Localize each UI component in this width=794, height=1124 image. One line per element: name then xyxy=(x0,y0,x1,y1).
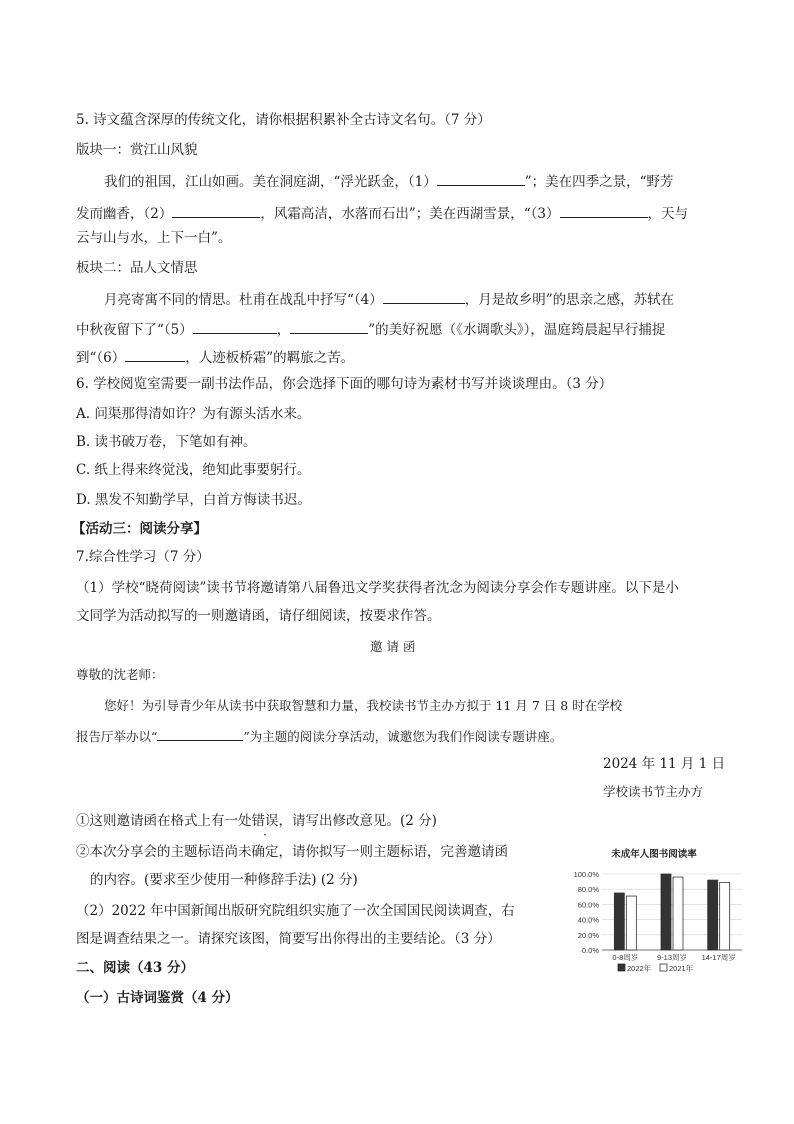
q5-block1-heading: 版块一：赏江山风貌 xyxy=(76,142,198,158)
y-tick-label: 100.0% xyxy=(573,870,599,879)
q5-para2-line1: 月亮寄寓不同的情思。杜甫在战乱中抒写“（4） ，月是故乡明”的思亲之感，苏轼在 xyxy=(104,288,674,310)
section2-heading: 二、阅读（43 分） xyxy=(76,960,194,976)
x-tick-label: 14-17周岁 xyxy=(701,953,736,962)
bar-2022-1 xyxy=(661,874,671,950)
reading-rate-chart xyxy=(562,846,746,980)
letter-signature: 学校读书节主办方 xyxy=(603,784,704,799)
q7-part1-line2: 文同学为活动拟写的一则邀请函，请仔细阅读，按要求作答。 xyxy=(76,608,441,624)
bar-2021-0 xyxy=(626,896,636,950)
q7-sub2-line2: 的内容。(要求至少使用一种修辞手法) (2 分) xyxy=(90,872,358,888)
legend-swatch-2022 xyxy=(618,964,625,971)
letter-title: 邀 请 函 xyxy=(370,639,416,654)
activity3-heading: 【活动三：阅读分享】 xyxy=(72,521,207,537)
letter-body-line2: 报告厅举办以“ ”为主题的阅读分享活动，诚邀您为我们作阅读专题讲座。 xyxy=(76,725,562,747)
q5-para2-line2: 中秋夜留下了“（5） ， ”的美好祝愿（《水调歌头》），温庭筠晨起早行捕捉 xyxy=(76,318,665,340)
y-tick-label: 60.0% xyxy=(577,900,599,910)
bars xyxy=(614,874,729,950)
x-tick-label: 9-13周岁 xyxy=(656,953,688,962)
q6-option-a: A. 问渠那得清如许？为有源头活水来。 xyxy=(76,406,311,422)
legend xyxy=(618,963,694,973)
bar-2021-1 xyxy=(673,877,683,950)
y-tick-label: 80.0% xyxy=(577,885,599,895)
theme-slogan-blank[interactable] xyxy=(157,725,243,741)
q5-para1-line1: 我们的祖国，江山如画。美在洞庭湖，“浮光跃金，（1） ”；美在四季之景，“野芳 xyxy=(104,170,674,192)
q7-part2-line1: （2）2022 年中国新闻出版研究院组织实施了一次全国国民阅读调查，右 xyxy=(76,903,515,919)
bar-2022-2 xyxy=(708,880,718,950)
q5-block2-heading: 板块二：品人文情思 xyxy=(76,260,198,276)
q6-title: 6. 学校阅览室需要一副书法作品，你会选择下面的哪句诗为素材书写并谈谈理由。（3 分） xyxy=(76,376,613,392)
x-tick-label: 0-8周岁 xyxy=(612,953,639,962)
y-tick-label: 20.0% xyxy=(577,930,599,940)
blank-5b[interactable] xyxy=(290,318,368,334)
q6-option-d: D. 黑发不知勤学早，白首方悔读书迟。 xyxy=(76,492,311,508)
legend-label: 2021年 xyxy=(669,964,694,973)
blank-6[interactable] xyxy=(125,346,185,362)
q5-para1-line3: 云与山与水，上下一白”。 xyxy=(76,230,232,246)
letter-salutation: 尊敬的沈老师： xyxy=(76,667,164,682)
blank-5[interactable] xyxy=(193,318,277,334)
q7-sub1: ①这则邀请函在格式上有一处错误，请写出修改意见。(2 分) xyxy=(76,813,437,829)
legend-label: 2022年 xyxy=(627,964,652,973)
legend-swatch-2021 xyxy=(660,964,667,971)
q7-part1-line1: （1）学校“晓荷阅读”读书节将邀请第八届鲁迅文学奖获得者沈念为阅读分享会作专题讲座。以下是小 xyxy=(76,580,679,596)
y-tick-label: 0.0% xyxy=(581,946,599,955)
blank-3[interactable] xyxy=(560,202,648,218)
letter-body-line1: 您好！为引导青少年从读书中获取智慧和力量，我校读书节主办方拟于 11 月 7 日 8 时在学校 xyxy=(104,698,623,713)
y-tick-label: 40.0% xyxy=(577,915,599,925)
q7-title: 7.综合性学习（7 分） xyxy=(76,549,210,565)
q5-para2-line3: 到“（6） ，人迹板桥霜”的羁旅之苦。 xyxy=(76,346,354,368)
blank-2[interactable] xyxy=(172,202,260,218)
q6-option-c: C. 纸上得来终觉浅，绝知此事要躬行。 xyxy=(76,462,311,478)
blank-4[interactable] xyxy=(383,288,465,304)
bar-2021-2 xyxy=(720,882,730,950)
letter-date: 2024 年 11 月 1 日 xyxy=(603,756,726,772)
blank-1[interactable] xyxy=(437,170,525,186)
section2-subheading: （一）古诗词鉴赏（4 分） xyxy=(76,990,239,1006)
bar-2022-0 xyxy=(614,893,624,950)
x-axis xyxy=(612,952,735,962)
q5-para1-line2: 发而幽香，（2） ，风霜高洁，水落而石出”；美在西湖雪景，“（3） ，天与 xyxy=(76,202,688,224)
q7-sub2-line1: ②本次分享会的主题标语尚未确定，请你拟写一则主题标语，完善邀请函 xyxy=(76,844,508,860)
chart-title: 未成年人图书阅读率 xyxy=(611,849,697,860)
q7-part2-line2: 图是调查结果之一。请探究该图，简要写出你得出的主要结论。（3 分） xyxy=(76,931,501,947)
q6-option-b: B. 读书破万卷，下笔如有神。 xyxy=(76,434,257,450)
q5-title: 5. 诗文蕴含深厚的传统文化，请你根据积累补全古诗文名句。（7 分） xyxy=(76,112,491,128)
